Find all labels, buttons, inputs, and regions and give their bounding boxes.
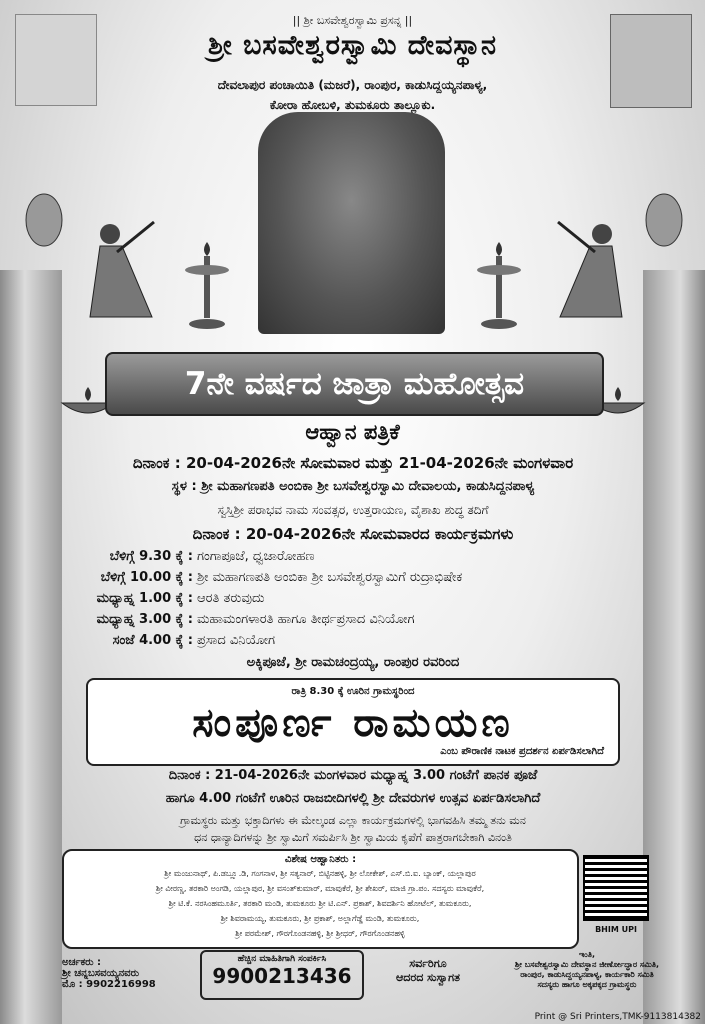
main-deity-image bbox=[258, 112, 445, 334]
oil-lamp-left-icon bbox=[178, 240, 236, 330]
banana-bunch-right-icon bbox=[638, 190, 690, 250]
day2-line-1: ದಿನಾಂಕ : 21-04-2026ನೇ ಮಂಗಳವಾರ ಮಧ್ಯಾಹ್ನ 3.00 ಗಂಟೆಗೆ ಪಾನಕ ಪೂಜೆ bbox=[168, 768, 538, 783]
ramayana-intro: ರಾತ್ರಿ 8.30 ಕ್ಕೆ ಊರಿನ ಗ್ರಾಮಸ್ಥರಿಂದ bbox=[291, 686, 415, 697]
address-line-2: ಕೋರಾ ಹೋಬಳಿ, ತುಮಕೂರು ತಾಲ್ಲೂಕು. bbox=[269, 98, 436, 112]
guest-line: ಶ್ರೀ ಟಿ.ಕೆ. ನರಸಿಂಹಮೂರ್ತಿ, ತರಕಾರಿ ಮಂಡಿ, ತುಮಕೂರು ಶ್ರೀ ಟಿ.ಎನ್. ಪ್ರಕಾಶ್, ಶಿವದರ್ಶಿನಿ ಹೋಟೆಲ್, ತುಮಕೂರು, bbox=[168, 899, 472, 908]
guest-line: ಶ್ರೀ ಮಂಜುನಾಥ್, ಪಿ.ಡಬ್ಲ್ಯೂ.ಡಿ, ಗಂಗನಾಳ, ಶ್ರೀ ಸತ್ಯನಾರ್, ಬಿಟ್ಟಿನಹಳ್ಳಿ, ಶ್ರೀ ಲೋಕೇಶ್, ಎಸ್.ಬಿ.ಐ. ಬ್ಯಾಂಕ್, ಯಲ್ಲಾಪುರ bbox=[164, 869, 476, 878]
day2-line-2: ಹಾಗೂ 4.00 ಗಂಟೆಗೆ ಊರಿನ ರಾಜಬೀದಿಗಳಲ್ಲಿ ಶ್ರೀ ದೇವರುಗಳ ಉತ್ಸವ ಏರ್ಪಡಿಸಲಾಗಿದೆ bbox=[165, 791, 541, 806]
appeal-line-2: ಧನ ಧಾನ್ಯಾದಿಗಳನ್ನು ಶ್ರೀ ಸ್ವಾಮಿಗೆ ಸಮರ್ಪಿಸಿ ಶ್ರೀ ಸ್ವಾಮಿಯ ಕೃಪೆಗೆ ಪಾತ್ರರಾಗಬೇಕಾಗಿ ವಿನಂತಿ bbox=[194, 831, 512, 844]
invitation-heading: ಆಹ್ವಾನ ಪತ್ರಿಕೆ bbox=[305, 420, 400, 444]
address-line-1: ದೇವಲಾಪುರ ಪಂಚಾಯಿತಿ (ಮಜರೆ), ರಾಂಪುರ, ಕಾಡುಸಿದ್ದಯ್ಯನಪಾಳ್ಯ, bbox=[217, 78, 488, 92]
schedule-time: ಮಧ್ಯಾಹ್ನ 1.00 ಕ್ಕೆ : bbox=[96, 591, 193, 606]
venue-line: ಸ್ಥಳ : ಶ್ರೀ ಮಹಾಗಣಪತಿ ಅಂಬಿಕಾ ಶ್ರೀ ಬಸವೇಶ್ವರಸ್ವಾಮಿ ದೇವಾಲಯ, ಕಾಡುಸಿದ್ದನಪಾಳ್ಯ bbox=[171, 479, 535, 494]
blessing-line: || ಶ್ರೀ ಬಸವೇಶ್ವರಸ್ವಾಮಿ ಪ್ರಸನ್ನ || bbox=[292, 14, 413, 27]
right-pillar bbox=[643, 270, 705, 1024]
banana-bunch-left-icon bbox=[18, 190, 70, 250]
schedule-row bbox=[76, 570, 646, 585]
dancer-right-icon bbox=[540, 212, 640, 322]
schedule-row bbox=[76, 612, 646, 627]
guest-line: ಶ್ರೀ ವೀರಣ್ಣ, ತರಕಾರಿ ಅಂಗಡಿ, ಯಲ್ಲಾಪುರ, ಶ್ರೀ ವಸಂತ್‌ಕುಮಾರ್, ಮಾವುಕೆರೆ, ಶ್ರೀ ಶೇಖರ್, ಮಾಜಿ ಗ್ರಾ.ಪಂ. ಸದಸ್ಯರು ಮಾವುಕೆರೆ, bbox=[155, 884, 485, 893]
organizers-line-1: ಶ್ರೀ ಬಸವೇಶ್ವರಸ್ವಾಮಿ ದೇವಸ್ಥಾನ ಜೀರ್ಣೋದ್ಧಾರ ಸಮಿತಿ, bbox=[514, 960, 660, 969]
schedule-row bbox=[76, 633, 646, 648]
organizers-line-3: ಸದಸ್ಯರು ಹಾಗೂ ಅಕ್ಕಪಕ್ಕದ ಗ್ರಾಮಸ್ಥರು bbox=[537, 980, 637, 989]
schedule-event: ಮಹಾಮಂಗಳಾರತಿ ಹಾಗೂ ತೀರ್ಥಪ್ರಸಾದ ವಿನಿಯೋಗ bbox=[197, 612, 415, 627]
ramayana-subtitle: ಎಂಬ ಪೌರಾಣಿಕ ನಾಟಕ ಪ್ರದರ್ಶನ ಏರ್ಪಡಿಸಲಾಗಿದೆ bbox=[440, 746, 604, 757]
dancer-left-icon bbox=[72, 212, 172, 322]
priest-info bbox=[62, 957, 192, 990]
schedule-event: ಪ್ರಸಾದ ವಿನಿಯೋಗ bbox=[197, 633, 276, 648]
schedule-time: ಬೆಳಿಗ್ಗೆ 10.00 ಕ್ಕೆ : bbox=[100, 570, 193, 585]
schedule-row bbox=[76, 549, 646, 564]
schedule-event: ಶ್ರೀ ಮಹಾಗಣಪತಿ ಅಂಬಿಕಾ ಶ್ರೀ ಬಸವೇಶ್ವರಸ್ವಾಮಿಗೆ ರುದ್ರಾಭಿಷೇಕ bbox=[197, 570, 463, 585]
temple-name: ಶ್ರೀ ಬಸವೇಶ್ವರಸ್ವಾಮಿ ದೇವಸ್ಥಾನ bbox=[207, 30, 498, 61]
almanac-line: ಸ್ವಸ್ತಿಶ್ರೀ ಪರಾಭವ ನಾಮ ಸಂವತ್ಸರ, ಉತ್ತರಾಯಣ, ವೈಶಾಖ ಶುದ್ಧ ತದಿಗೆ bbox=[217, 503, 489, 517]
schedule-time: ಬೆಳಿಗ್ಗೆ 9.30 ಕ್ಕೆ : bbox=[109, 549, 193, 564]
bhim-upi-label: BHIM UPI bbox=[595, 925, 637, 934]
program-heading: ದಿನಾಂಕ : 20-04-2026ನೇ ಸೋಮವಾರದ ಕಾರ್ಯಕ್ರಮಗಳು bbox=[192, 525, 514, 543]
welcome-line-1: ಸರ್ವರಿಗೂ bbox=[409, 957, 447, 970]
festival-dates: ದಿನಾಂಕ : 20-04-2026ನೇ ಸೋಮವಾರ ಮತ್ತು 21-04-2026ನೇ ಮಂಗಳವಾರ bbox=[132, 454, 574, 472]
welcome-text bbox=[378, 957, 478, 985]
organizers-block bbox=[487, 950, 687, 990]
left-pillar bbox=[0, 270, 62, 1024]
priest-name: ಶ್ರೀ ಚನ್ನಬಸವಯ್ಯನವರು bbox=[62, 968, 140, 979]
appeal-line-1: ಗ್ರಾಮಸ್ಥರು ಮತ್ತು ಭಕ್ತಾದಿಗಳು ಈ ಮೇಲ್ಕಂಡ ಎಲ್ಲಾ ಕಾರ್ಯಕ್ರಮಗಳಲ್ಲಿ ಭಾಗವಹಿಸಿ ತಮ್ಮ ತನು ಮನ bbox=[180, 814, 526, 827]
akki-puja-line: ಅಕ್ಕಿಪೂಜೆ, ಶ್ರೀ ರಾಮಚಂದ್ರಯ್ಯ, ರಾಂಪುರ ರವರಿಂದ bbox=[246, 655, 460, 670]
ramayana-box bbox=[86, 678, 620, 766]
festival-banner: 7ನೇ ವರ್ಷದ ಜಾತ್ರಾ ಮಹೋತ್ಸವ bbox=[105, 352, 604, 416]
ramayana-title: ಸಂಪೂರ್ಣ ರಾಮಯಣ bbox=[192, 700, 514, 746]
oil-lamp-right-icon bbox=[470, 240, 528, 330]
schedule-event: ಆರತಿ ತರುವುದು bbox=[197, 591, 265, 606]
guest-line: ಶ್ರೀ ಪರಮೇಶ್, ಗೌರಗೊಂಡನಹಳ್ಳಿ, ಶ್ರೀ ಶ್ರೀಧರ್, ಗೌರಗೊಂಡನಹಳ್ಳಿ bbox=[235, 929, 405, 938]
special-guests-box bbox=[62, 849, 579, 949]
priest-phone: ಮೊ : 9902216998 bbox=[62, 979, 156, 990]
guest-line: ಶ್ರೀ ಶಿವರಾಮಯ್ಯ, ತುಮಕೂರು, ಶ್ರೀ ಪ್ರಕಾಶ್, ಅಲ್ಲಾಗೆಡ್ಡೆ ಮಂಡಿ, ತುಮಕೂರು, bbox=[220, 914, 420, 923]
printer-credit: Print @ Sri Printers,TMK-9113814382 bbox=[534, 1012, 701, 1022]
contact-number[interactable]: 9900213436 bbox=[212, 964, 352, 988]
guests-title: ವಿಶೇಷ ಆಹ್ವಾನಿತರು : bbox=[284, 854, 357, 865]
schedule-time: ಮಧ್ಯಾಹ್ನ 3.00 ಕ್ಕೆ : bbox=[96, 612, 193, 627]
schedule-time: ಸಂಜೆ 4.00 ಕ್ಕೆ : bbox=[112, 633, 193, 648]
qr-code[interactable] bbox=[583, 855, 649, 921]
welcome-line-2: ಆದರದ ಸುಸ್ವಾಗತ bbox=[396, 971, 460, 984]
priest-label: ಅರ್ಚಕರು : bbox=[62, 957, 102, 968]
contact-label: ಹೆಚ್ಚಿನ ಮಾಹಿತಿಗಾಗಿ ಸಂಪರ್ಕಿಸಿ bbox=[237, 954, 327, 964]
schedule-row bbox=[76, 591, 646, 606]
organizers-line-2: ರಾಂಪುರ, ಕಾಡುಸಿದ್ದಯ್ಯನಪಾಳ್ಯ, ಕಾರ್ಯಕಾರಿ ಸಮಿತಿ bbox=[520, 970, 654, 979]
contact-box bbox=[200, 950, 364, 1000]
organizers-heading: ಇಂತಿ, bbox=[578, 950, 596, 959]
schedule-event: ಗಂಗಾಪೂಜೆ, ಧ್ವಜಾರೋಹಣ bbox=[197, 549, 315, 564]
